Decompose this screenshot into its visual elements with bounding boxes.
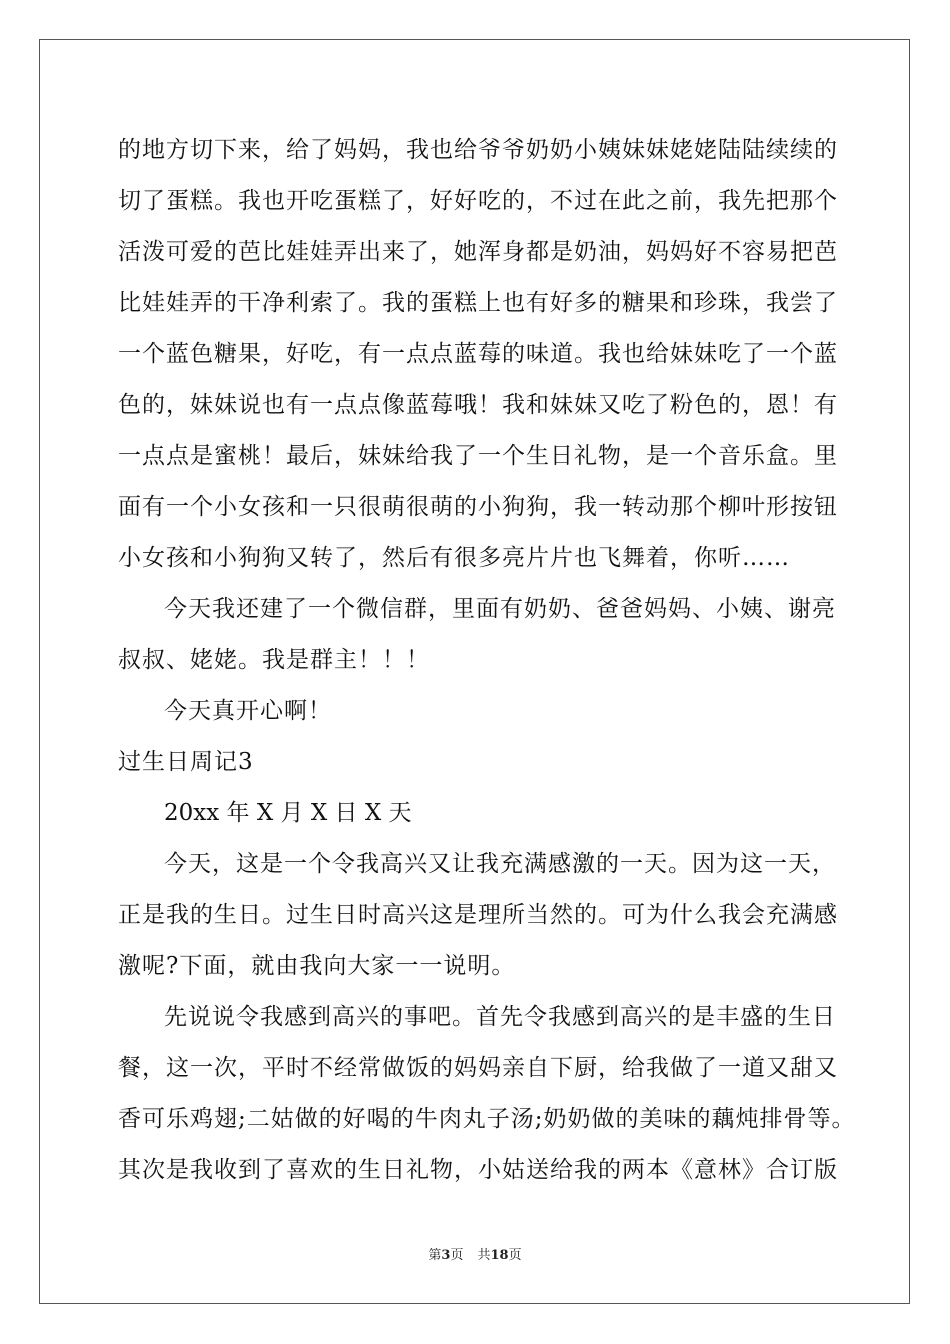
paragraph-start-line: 今天真开心啊！ — [164, 698, 332, 724]
total-prefix: 共 — [477, 1248, 491, 1263]
text-line: 色的，妹妹说也有一点点像蓝莓哦！我和妹妹又吃了粉色的，恩！有 — [118, 392, 838, 418]
page-suffix: 页 — [450, 1248, 464, 1263]
section-heading: 过生日周记3 — [118, 749, 254, 775]
text-line: 比娃娃弄的干净利索了。我的蛋糕上也有好多的糖果和珍珠，我尝了 — [118, 290, 838, 316]
date-line: 20xx 年 X 月 X 日 X 天 — [164, 800, 412, 826]
text-line: 一点点是蜜桃！最后，妹妹给我了一个生日礼物，是一个音乐盒。里 — [118, 443, 838, 469]
page-footer — [0, 1244, 950, 1263]
text-line: 正是我的生日。过生日时高兴这是理所当然的。可为什么我会充满感 — [118, 902, 838, 928]
page-number: 3 — [441, 1248, 451, 1263]
document-body — [118, 128, 856, 1199]
text-line: 叔叔、姥姥。我是群主！！！ — [118, 647, 430, 673]
text-line: 激呢?下面，就由我向大家一一说明。 — [118, 953, 516, 979]
text-line: 面有一个小女孩和一只很萌很萌的小狗狗，我一转动那个柳叶形按钮 — [118, 494, 838, 520]
text-line: 小女孩和小狗狗又转了，然后有很多亮片片也飞舞着，你听…… — [118, 545, 790, 571]
text-line: 其次是我收到了喜欢的生日礼物，小姑送给我的两本《意林》合订版 — [118, 1157, 838, 1183]
total-pages: 18 — [490, 1248, 509, 1263]
total-suffix: 页 — [508, 1248, 522, 1263]
text-line: 的地方切下来，给了妈妈，我也给爷爷奶奶小姨妹妹姥姥陆陆续续的 — [118, 137, 838, 163]
paragraph-start-line: 今天我还建了一个微信群，里面有奶奶、爸爸妈妈、小姨、谢亮 — [164, 596, 836, 622]
paragraph-start-line: 先说说令我感到高兴的事吧。首先令我感到高兴的是丰盛的生日 — [164, 1004, 836, 1030]
paragraph-start-line: 今天，这是一个令我高兴又让我充满感激的一天。因为这一天， — [164, 851, 836, 877]
text-line: 活泼可爱的芭比娃娃弄出来了，她浑身都是奶油，妈妈好不容易把芭 — [118, 239, 838, 265]
text-line: 香可乐鸡翅;二姑做的好喝的牛肉丸子汤;奶奶做的美味的藕炖排骨等。 — [118, 1106, 856, 1132]
text-line: 一个蓝色糖果，好吃，有一点点蓝莓的味道。我也给妹妹吃了一个蓝 — [118, 341, 838, 367]
text-line: 切了蛋糕。我也开吃蛋糕了，好好吃的，不过在此之前，我先把那个 — [118, 188, 838, 214]
page-prefix: 第 — [428, 1248, 442, 1263]
text-line: 餐，这一次，平时不经常做饭的妈妈亲自下厨，给我做了一道又甜又 — [118, 1055, 838, 1081]
